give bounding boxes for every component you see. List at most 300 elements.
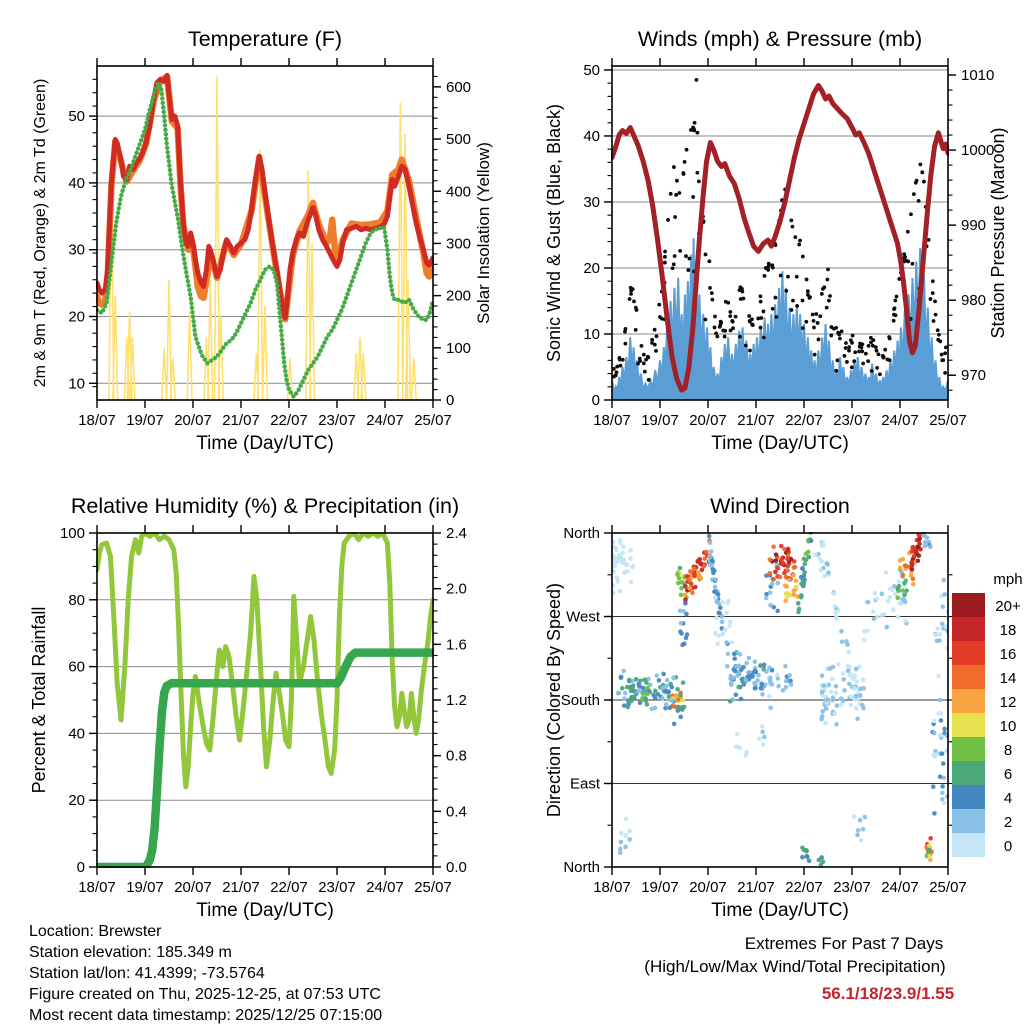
wind-direction-dot: [940, 784, 945, 789]
wind-direction-dot: [621, 669, 626, 674]
gust-dot: [931, 279, 935, 283]
wind-direction-dot: [927, 854, 932, 859]
gust-dot: [634, 328, 638, 332]
gust-dot: [906, 260, 910, 264]
wind-direction-dot: [802, 557, 807, 562]
wind-direction-dot: [796, 601, 801, 606]
x-tick-label: 22/07: [785, 879, 823, 896]
gust-dot: [825, 306, 829, 310]
wind-direction-dot: [926, 849, 931, 854]
wind-direction-dot: [922, 533, 927, 538]
wind-direction-dot: [664, 702, 669, 707]
wind-direction-dot: [940, 604, 945, 609]
wind-direction-dot: [623, 691, 628, 696]
gust-dot: [629, 292, 633, 296]
gust-dot: [762, 310, 766, 314]
gust-dot: [934, 313, 938, 317]
gust-dot: [844, 346, 848, 350]
wind-direction-dot: [785, 564, 790, 569]
wind-direction-dot: [725, 664, 730, 669]
wind-direction-dot: [627, 699, 632, 704]
gust-dot: [816, 321, 820, 325]
wind-direction-dot: [846, 669, 851, 674]
gust-dot: [704, 253, 708, 257]
y-tick-label-left: 20: [583, 259, 600, 277]
wind-direction-dot: [753, 659, 758, 664]
y-tick-label-right: 300: [446, 235, 472, 253]
y-tick-label-right: 0: [446, 392, 455, 409]
gust-dot: [707, 259, 711, 263]
wind-direction-dot: [849, 703, 854, 708]
wind-direction-dot: [774, 552, 779, 557]
gust-dot: [920, 170, 924, 174]
wind-direction-dot: [901, 597, 906, 602]
wind-direction-dot: [822, 684, 827, 689]
gust-dot: [632, 299, 636, 303]
gust-dot: [631, 287, 635, 291]
wind-direction-dot: [683, 584, 688, 589]
gust-dot: [615, 370, 619, 374]
wind-direction-dot: [897, 601, 902, 606]
y-axis-label-left: Percent & Total Rainfall: [29, 606, 49, 794]
wind-direction-dot: [728, 699, 733, 704]
wind-direction-dot: [630, 684, 635, 689]
wind-direction-dot: [911, 545, 916, 550]
wind-direction-dot: [884, 625, 889, 630]
legend-label: 0: [1003, 838, 1013, 855]
gust-dot: [666, 218, 670, 222]
wind-direction-dot: [660, 696, 665, 701]
wind-direction-dot: [716, 611, 721, 616]
wind-direction-dot: [923, 544, 928, 549]
wind-direction-dot: [693, 585, 698, 590]
wind-direction-dot: [820, 690, 825, 695]
y-axis-label-left: 2m & 9m T (Red, Orange) & 2m Td (Green): [32, 78, 49, 388]
gust-dot: [840, 329, 844, 333]
data-timestamp: Most recent data timestamp: 2025/12/25 07:15:00: [29, 1007, 383, 1024]
wind-direction-dot: [910, 563, 915, 568]
gust-dot: [789, 219, 793, 223]
wind-direction-dot: [932, 731, 937, 736]
wind-direction-dot: [834, 684, 839, 689]
legend-label: 2: [1003, 814, 1013, 831]
wind-direction-dot: [726, 652, 731, 657]
x-tick-label: 25/07: [414, 879, 452, 896]
gust-dot: [906, 230, 910, 234]
gust-dot: [801, 326, 805, 330]
gust-dot: [653, 328, 657, 332]
wind-direction-dot: [897, 579, 902, 584]
legend-swatch: [952, 617, 985, 641]
wind-direction-dot: [620, 686, 625, 691]
wind-direction-dot: [631, 564, 636, 569]
series-layer: [97, 75, 433, 400]
gust-dot: [708, 286, 712, 290]
x-tick-label: 19/07: [126, 879, 164, 896]
gust-dot: [693, 121, 697, 125]
gust-dot: [791, 225, 795, 229]
gust-dot: [909, 212, 913, 216]
gust-dot: [885, 358, 889, 362]
gust-dot: [638, 359, 642, 363]
gust-dot: [669, 192, 673, 196]
wind-direction-dot: [616, 579, 621, 584]
wind-direction-dot: [787, 578, 792, 583]
y-tick-label-left: 50: [583, 61, 600, 79]
gust-dot: [791, 299, 795, 303]
legend-label: 10: [999, 718, 1017, 735]
gust-dot: [671, 266, 675, 270]
y-tick-label-left: East: [569, 775, 600, 793]
gust-dot: [730, 319, 734, 323]
gust-dot: [703, 318, 707, 322]
gust-dot: [912, 192, 916, 196]
wind-direction-dot: [713, 585, 718, 590]
panel-wind_direction: [544, 494, 1023, 921]
wind-direction-dot: [732, 656, 737, 661]
wind-direction-dot: [683, 601, 688, 606]
wind-direction-dot: [841, 677, 846, 682]
wind-direction-dot: [761, 742, 766, 747]
wind-direction-dot: [898, 566, 903, 571]
wind-direction-dot: [942, 801, 947, 806]
y-tick-label-right: 970: [961, 367, 987, 385]
wind-direction-dot: [785, 568, 790, 573]
wind-direction-dot: [744, 753, 749, 758]
gust-dot: [759, 300, 763, 304]
wind-direction-dot: [896, 615, 901, 620]
wind-direction-dot: [775, 609, 780, 614]
wind-direction-dot: [860, 703, 865, 708]
x-tick-label: 22/07: [270, 879, 308, 896]
gust-dot: [682, 172, 686, 176]
gust-dot: [801, 299, 805, 303]
wind-direction-dot: [707, 534, 712, 539]
wind-direction-dot: [768, 603, 773, 608]
wind-direction-dot: [622, 570, 627, 575]
gust-dot: [929, 297, 933, 301]
legend-swatch: [952, 833, 985, 857]
wind-direction-dot: [690, 590, 695, 595]
gust-dot: [623, 342, 627, 346]
gust-dot: [758, 294, 762, 298]
x-axis-label: Time (Day/UTC): [196, 900, 334, 921]
wind-direction-dot: [769, 682, 774, 687]
wind-direction-dot: [819, 568, 824, 573]
gust-dot: [835, 358, 839, 362]
wind-direction-dot: [620, 558, 625, 563]
gust-dot: [837, 333, 841, 337]
wind-direction-dot: [735, 673, 740, 678]
wind-direction-dot: [675, 687, 680, 692]
wind-direction-dot: [939, 718, 944, 723]
wind-direction-dot: [729, 681, 734, 686]
wind-direction-dot: [687, 578, 692, 583]
wind-direction-dot: [840, 639, 845, 644]
wind-direction-dot: [713, 577, 718, 582]
y-tick-label-right: 400: [446, 183, 472, 201]
wind-direction-dot: [653, 696, 658, 701]
wind-direction-dot: [732, 652, 737, 657]
gust-dot: [860, 350, 864, 354]
x-tick-label: 19/07: [126, 412, 164, 429]
x-tick-label: 22/07: [270, 412, 308, 429]
wind-direction-dot: [839, 629, 844, 634]
gust-dot: [882, 355, 886, 359]
panel-title: Winds (mph) & Pressure (mb): [637, 27, 923, 51]
series-layer: [610, 527, 951, 867]
wind-direction-dot: [697, 557, 702, 562]
wind-direction-dot: [738, 652, 743, 657]
legend-swatch: [952, 785, 985, 809]
wind-direction-dot: [818, 557, 823, 562]
wind-direction-dot: [644, 691, 649, 696]
gust-dot: [723, 329, 727, 333]
y-tick-label-right: 2.4: [446, 525, 467, 542]
wind-direction-dot: [725, 601, 730, 606]
wind-direction-dot: [879, 592, 884, 597]
gust-dot: [719, 320, 723, 324]
wind-direction-dot: [679, 621, 684, 626]
x-tick-label: 21/07: [222, 412, 260, 429]
legend-label: 8: [1003, 742, 1013, 759]
gust-dot: [635, 308, 639, 312]
wind-direction-dot: [711, 571, 716, 576]
x-tick-label: 23/07: [318, 879, 356, 896]
x-tick-label: 25/07: [929, 412, 967, 429]
wind-direction-dot: [783, 664, 788, 669]
wind-direction-dot: [735, 732, 740, 737]
gust-dot: [619, 364, 623, 368]
gust-dot: [642, 361, 646, 365]
wind-direction-dot: [909, 549, 914, 554]
wind-direction-dot: [794, 579, 799, 584]
y-tick-label-left: 60: [68, 658, 85, 676]
y-axis-label-right: Solar Insolation (Yellow): [474, 142, 493, 324]
gust-dot: [738, 335, 742, 339]
y-tick-label-left: North: [563, 525, 600, 542]
y-tick-label-right: 500: [446, 131, 472, 149]
wind-direction-dot: [760, 730, 765, 735]
wind-direction-dot: [871, 609, 876, 614]
gust-dot: [895, 295, 899, 299]
legend-swatch: [952, 641, 985, 665]
y-tick-label-right: 0.0: [446, 859, 467, 876]
wind-direction-dot: [627, 837, 632, 842]
wind-direction-dot: [785, 548, 790, 553]
axis-frame: [97, 533, 433, 867]
wind-direction-dot: [785, 557, 790, 562]
wind-direction-dot: [720, 620, 725, 625]
gust-dot: [911, 262, 915, 266]
gust-dot: [675, 179, 679, 183]
wind-direction-dot: [692, 566, 697, 571]
gust-dot: [852, 359, 856, 363]
wind-direction-dot: [618, 847, 623, 852]
wind-direction-dot: [865, 628, 870, 633]
wind-direction-dot: [759, 682, 764, 687]
wind-direction-dot: [800, 845, 805, 850]
wind-direction-dot: [767, 665, 772, 670]
gust-dot: [771, 307, 775, 311]
wind-direction-dot: [645, 686, 650, 691]
x-axis-label: Time (Day/UTC): [711, 900, 849, 921]
wind-direction-dot: [762, 662, 767, 667]
extremes-subtitle: (High/Low/Max Wind/Total Precipitation): [644, 957, 946, 976]
wind-direction-dot: [683, 592, 688, 597]
y-tick-label-right: 100: [446, 339, 472, 357]
wind-direction-dot: [747, 656, 752, 661]
wind-direction-dot: [720, 600, 725, 605]
wind-direction-dot: [759, 686, 764, 691]
wind-direction-dot: [882, 612, 887, 617]
legend-swatch: [952, 761, 985, 785]
gust-dot: [657, 303, 661, 307]
wind-direction-dot: [932, 719, 937, 724]
wind-direction-dot: [826, 697, 831, 702]
wind-direction-dot: [744, 661, 749, 666]
x-tick-label: 25/07: [929, 879, 967, 896]
gust-dot: [943, 371, 947, 375]
x-tick-label: 21/07: [737, 412, 775, 429]
wind-direction-dot: [819, 543, 824, 548]
wind-direction-dot: [778, 575, 783, 580]
y-axis-label-left: Sonic Wind & Gust (Blue, Black): [544, 103, 564, 363]
wind-direction-dot: [858, 818, 863, 823]
wind-direction-dot: [668, 706, 673, 711]
legend-label: 12: [999, 694, 1017, 711]
gust-dot: [696, 131, 700, 135]
wind-direction-dot: [941, 578, 946, 583]
wind-direction-dot: [836, 662, 841, 667]
gust-dot: [710, 298, 714, 302]
wind-direction-dot: [862, 638, 867, 643]
x-tick-label: 20/07: [689, 879, 727, 896]
wind-direction-dot: [829, 690, 834, 695]
x-tick-label: 19/07: [641, 412, 679, 429]
extremes-title: Extremes For Past 7 Days: [744, 934, 944, 953]
gust-dot: [647, 378, 651, 382]
gust-dot: [804, 320, 808, 324]
gust-dot: [845, 360, 849, 364]
y-tick-label-left: 0: [591, 392, 600, 409]
y-axis-label-right: Station Pressure (Maroon): [988, 127, 1008, 339]
wind-direction-dot: [809, 538, 814, 543]
wind-direction-dot: [932, 811, 937, 816]
wind-direction-dot: [678, 693, 683, 698]
wind-direction-dot: [678, 566, 683, 571]
wind-direction-dot: [938, 774, 943, 779]
y-tick-label-right: 2.0: [446, 580, 467, 598]
wind-direction-dot: [768, 706, 773, 711]
x-tick-label: 23/07: [833, 412, 871, 429]
wind-direction-dot: [799, 575, 804, 580]
gust-dot: [943, 351, 947, 355]
wind-direction-dot: [721, 632, 726, 637]
wind-direction-dot: [832, 591, 837, 596]
gust-dot: [779, 274, 783, 278]
wind-direction-dot: [934, 633, 939, 638]
gust-dot: [834, 326, 838, 330]
wind-direction-dot: [856, 828, 861, 833]
wind-direction-dot: [771, 577, 776, 582]
wind-direction-dot: [767, 694, 772, 699]
wind-direction-dot: [681, 680, 686, 685]
wind-direction-dot: [884, 570, 889, 575]
wind-direction-dot: [852, 686, 857, 691]
wind-direction-dot: [888, 595, 893, 600]
wind-direction-dot: [789, 682, 794, 687]
wind-direction-dot: [734, 664, 739, 669]
y-tick-label-left: North: [563, 859, 600, 876]
wind-direction-dot: [623, 833, 628, 838]
wind-direction-dot: [776, 581, 781, 586]
y-tick-label-left: 40: [583, 127, 600, 145]
wind-direction-dot: [873, 591, 878, 596]
gust-dot: [763, 274, 767, 278]
gust-dot: [674, 193, 678, 197]
wind-direction-dot: [730, 640, 735, 645]
gust-dot: [822, 285, 826, 289]
wind-direction-dot: [852, 814, 857, 819]
legend-label: 16: [999, 646, 1017, 663]
wind-direction-dot: [796, 610, 801, 615]
wind-direction-dot: [832, 711, 837, 716]
wind-direction-dot: [717, 634, 722, 639]
gust-dot: [614, 374, 618, 378]
gust-dot: [771, 266, 775, 270]
wind-direction-dot: [674, 693, 679, 698]
gust-dot: [795, 304, 799, 308]
wind-direction-dot: [819, 855, 824, 860]
y-tick-label-left: West: [566, 608, 600, 626]
gust-dot: [795, 275, 799, 279]
wind-direction-dot: [675, 572, 680, 577]
gust-dot: [646, 356, 650, 360]
y-tick-label-right: 200: [446, 287, 472, 305]
wind-direction-dot: [935, 626, 940, 631]
gust-dot: [829, 334, 833, 338]
gust-dot: [932, 319, 936, 323]
wind-direction-dot: [708, 563, 713, 568]
y-tick-label-right: 1.2: [446, 692, 467, 709]
legend-swatch: [952, 737, 985, 761]
gust-dot: [894, 313, 898, 317]
wind-direction-dot: [916, 558, 921, 563]
gust-dot: [775, 315, 779, 319]
wind-direction-dot: [770, 582, 775, 587]
station-location: Location: Brewster: [29, 923, 162, 940]
gust-dot: [686, 268, 690, 272]
wind-direction-dot: [826, 570, 831, 575]
gust-dot: [790, 308, 794, 312]
wind-direction-dot: [791, 573, 796, 578]
x-tick-label: 21/07: [737, 879, 775, 896]
wind-direction-dot: [824, 561, 829, 566]
wind-direction-dot: [853, 694, 858, 699]
wind-direction-dot: [628, 556, 633, 561]
gust-dot: [628, 297, 632, 301]
wind-direction-dot: [855, 679, 860, 684]
y-tick-label-left: 0: [76, 859, 85, 876]
wind-direction-dot: [727, 624, 732, 629]
gust-dot: [731, 326, 735, 330]
wind-direction-dot: [643, 696, 648, 701]
gust-dot: [893, 299, 897, 303]
wind-direction-dot: [628, 548, 633, 553]
wind-direction-dot: [614, 548, 619, 553]
gust-dot: [892, 307, 896, 311]
